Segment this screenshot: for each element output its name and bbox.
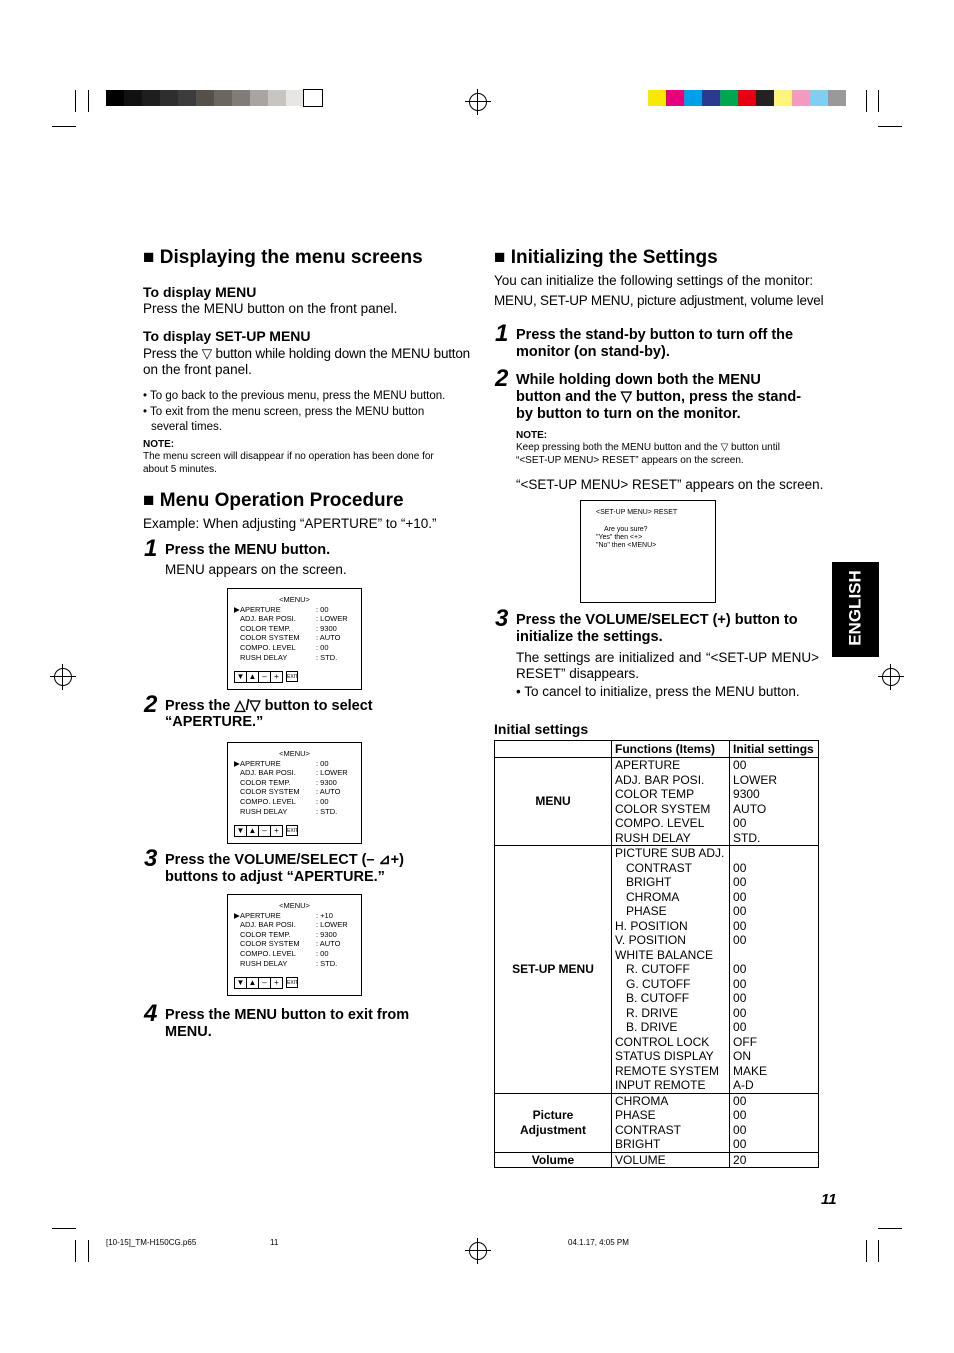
table-values-cell xyxy=(730,758,819,846)
table-group-label: Picture Adjustment xyxy=(495,1093,612,1152)
color-swatch xyxy=(648,90,666,106)
table-value: 00 xyxy=(733,1005,747,1020)
menu-screen-row xyxy=(228,614,361,624)
table-header: Initial settings xyxy=(730,741,819,758)
reset-screen-line: "No" then <MENU> xyxy=(596,542,657,549)
menu-screen-row xyxy=(228,653,361,663)
step-1-text: Press the MENU button. xyxy=(165,542,331,558)
table-function: G. CUTOFF xyxy=(626,976,691,991)
menu-item-label: RUSH DELAY xyxy=(240,652,288,662)
table-value: 00 xyxy=(733,976,747,991)
menu-item-label: APERTURE xyxy=(240,604,281,614)
step-number: 3 xyxy=(144,845,158,872)
color-swatch xyxy=(702,90,720,106)
menu-item-label: APERTURE xyxy=(240,758,281,768)
table-value: 00 xyxy=(733,1093,747,1108)
menu-item-label: APERTURE xyxy=(240,910,281,920)
table-row xyxy=(495,758,819,846)
section-title-initializing: ■ Initializing the Settings xyxy=(494,247,718,268)
color-swatch xyxy=(160,90,178,106)
bullet-exit-cont: several times. xyxy=(151,421,222,433)
table-value: 00 xyxy=(733,918,747,933)
to-display-setup-text-2: on the front panel. xyxy=(143,362,252,377)
initial-settings-table xyxy=(494,740,819,1168)
table-function: PHASE xyxy=(615,1108,656,1122)
table-function: BRIGHT xyxy=(615,1137,661,1151)
table-value: 00 xyxy=(733,1122,747,1137)
table-function: PHASE xyxy=(626,904,667,918)
step-number: 2 xyxy=(144,691,158,718)
screen-key-icon: – xyxy=(258,671,271,683)
table-values-cell xyxy=(730,1093,819,1152)
table-row xyxy=(495,1093,819,1152)
color-swatch xyxy=(684,90,702,106)
step-3-text-1: Press the VOLUME/SELECT (– ⊿+) xyxy=(165,852,404,868)
color-swatch xyxy=(666,90,684,106)
menu-screen-row xyxy=(228,930,361,940)
intro-text-1: You can initialize the following settings of the monitor: xyxy=(494,273,814,288)
table-function: INPUT REMOTE xyxy=(615,1078,706,1092)
init-note-text-1: Keep pressing both the MENU button and the ▽ button until xyxy=(516,442,780,453)
menu-item-label: COMPO. LEVEL xyxy=(240,948,296,958)
cursor-icon: ▶ xyxy=(234,758,240,768)
table-functions-cell xyxy=(612,846,730,1094)
table-value: ON xyxy=(733,1049,752,1063)
step-number: 3 xyxy=(495,605,509,632)
table-function: V. POSITION xyxy=(615,933,686,947)
note-heading: NOTE: xyxy=(143,439,175,450)
color-swatch xyxy=(810,90,828,106)
menu-screen-title: <MENU> xyxy=(279,901,310,910)
table-function: R. DRIVE xyxy=(626,1005,679,1020)
init-step-3-desc-2: RESET” disappears. xyxy=(516,666,640,681)
menu-screen xyxy=(227,894,362,996)
menu-item-label: COMPO. LEVEL xyxy=(240,642,296,652)
menu-item-value: : 00 xyxy=(316,796,329,806)
menu-item-value: : AUTO xyxy=(316,939,341,949)
menu-item-value: : LOWER xyxy=(316,920,348,930)
language-tab xyxy=(832,562,879,657)
step-2-text-2: “APERTURE.” xyxy=(165,714,264,730)
menu-screen-row xyxy=(228,787,361,797)
example-text: Example: When adjusting “APERTURE” to “+10.” xyxy=(143,516,437,531)
table-function: COLOR SYSTEM xyxy=(615,801,711,816)
init-note-text-2: “<SET-UP MENU> RESET” appears on the screen. xyxy=(516,455,744,466)
table-function: RUSH DELAY xyxy=(615,830,691,845)
menu-item-label: COLOR SYSTEM xyxy=(240,633,300,643)
init-step-1-text-1: Press the stand-by button to turn off the xyxy=(516,327,794,343)
menu-item-value: : 00 xyxy=(316,604,329,614)
menu-screen-row xyxy=(228,920,361,930)
bullet-exit: • To exit from the menu screen, press the MENU button xyxy=(143,406,425,418)
table-row xyxy=(495,846,819,1094)
table-value: LOWER xyxy=(733,772,778,787)
table-functions-cell xyxy=(612,1152,730,1168)
note-text-1: The menu screen will disappear if no operation has been done for xyxy=(143,451,434,462)
screen-key-icon: – xyxy=(258,977,271,989)
init-step-3-text-1: Press the VOLUME/SELECT (+) button to xyxy=(516,612,798,628)
registration-mark-icon xyxy=(54,668,72,686)
table-function: CONTRAST xyxy=(615,1122,681,1137)
screen-button-row xyxy=(234,825,299,837)
init-step-3-desc-1: The settings are initialized and “<SET-UP MENU> xyxy=(516,650,819,665)
step-3-text-2: buttons to adjust “APERTURE.” xyxy=(165,869,385,885)
menu-screen xyxy=(227,588,362,690)
table-header xyxy=(495,741,612,758)
step-2-text-1: Press the △/▽ button to select xyxy=(165,698,373,714)
menu-screen-row xyxy=(228,949,361,959)
reset-screen xyxy=(580,500,716,603)
menu-item-label: ADJ. BAR POSI. xyxy=(240,920,296,930)
cursor-icon: ▶ xyxy=(234,910,240,920)
bullet-back: • To go back to the previous menu, press the MENU button. xyxy=(143,390,446,402)
to-display-menu-heading: To display MENU xyxy=(143,284,257,300)
color-swatch xyxy=(286,90,304,106)
table-group-label: SET-UP MENU xyxy=(495,846,612,1094)
menu-screen-title: <MENU> xyxy=(279,749,310,758)
menu-item-value: : LOWER xyxy=(316,614,348,624)
menu-item-label: COLOR TEMP. xyxy=(240,777,291,787)
table-value xyxy=(733,948,815,963)
table-value: 00 xyxy=(733,933,747,947)
table-value: MAKE xyxy=(733,1063,768,1078)
registration-mark-icon xyxy=(882,668,900,686)
table-value: 00 xyxy=(733,860,747,875)
table-row xyxy=(495,1152,819,1168)
table-function: BRIGHT xyxy=(626,875,672,889)
table-function: B. DRIVE xyxy=(626,1020,678,1034)
menu-screen-row xyxy=(228,807,361,817)
menu-screen-row xyxy=(228,959,361,969)
menu-screen-row xyxy=(228,633,361,643)
menu-item-value: : 9300 xyxy=(316,777,337,787)
table-value: STD. xyxy=(733,830,761,845)
menu-item-label: COLOR SYSTEM xyxy=(240,787,300,797)
menu-item-value: : STD. xyxy=(316,806,338,816)
screen-key-icon: ▼ xyxy=(234,825,247,837)
screen-button-row xyxy=(234,671,299,683)
color-swatch xyxy=(196,90,214,106)
init-step-1-text-2: monitor (on stand-by). xyxy=(516,344,670,360)
menu-screen-row xyxy=(228,605,361,615)
table-group-label: MENU xyxy=(495,758,612,846)
table-function: APERTURE xyxy=(615,758,681,772)
table-header: Functions (Items) xyxy=(612,741,730,758)
menu-item-label: ADJ. BAR POSI. xyxy=(240,614,296,624)
table-value: 00 xyxy=(733,1137,747,1151)
table-values-cell xyxy=(730,846,819,1094)
table-value: 00 xyxy=(733,1020,747,1034)
init-step-2-text-1: While holding down both the MENU xyxy=(516,372,761,388)
table-function: VOLUME xyxy=(615,1152,666,1167)
step-number: 2 xyxy=(495,365,509,392)
section-title-displaying: ■ Displaying the menu screens xyxy=(143,247,423,268)
menu-screen-row xyxy=(228,911,361,921)
registration-mark-icon xyxy=(469,93,487,111)
color-swatch xyxy=(106,90,124,106)
screen-key-icon: ▲ xyxy=(246,977,259,989)
menu-item-value: : +10 xyxy=(316,910,333,920)
menu-item-label: RUSH DELAY xyxy=(240,806,288,816)
color-swatch xyxy=(720,90,738,106)
note-text-2: about 5 minutes. xyxy=(143,464,217,475)
menu-item-value: : STD. xyxy=(316,652,338,662)
table-value: 00 xyxy=(733,758,747,772)
reset-screen-line: Are you sure? xyxy=(604,526,648,533)
table-function: CHROMA xyxy=(626,889,680,904)
screen-key-icon: + xyxy=(270,825,283,837)
screen-button-row xyxy=(234,977,299,989)
to-display-menu-text: Press the MENU button on the front panel. xyxy=(143,301,398,316)
color-swatch xyxy=(142,90,160,106)
table-function: COLOR TEMP xyxy=(615,787,695,801)
table-value xyxy=(733,846,815,861)
table-function: COMPO. LEVEL xyxy=(615,816,705,830)
screen-key-icon: ▲ xyxy=(246,671,259,683)
step-number: 1 xyxy=(144,535,158,562)
reset-screen-line: "Yes" then <+> xyxy=(596,534,643,541)
step-4-text-1: Press the MENU button to exit from xyxy=(165,1007,410,1023)
menu-screen-row xyxy=(228,624,361,634)
table-function: WHITE BALANCE xyxy=(615,947,714,962)
init-step-2-text-2: button and the ▽ button, press the stand- xyxy=(516,389,802,405)
table-value: 00 xyxy=(733,962,747,976)
table-functions-cell xyxy=(612,758,730,846)
table-function: CONTRAST xyxy=(626,860,692,875)
color-swatch xyxy=(250,90,268,106)
section-title-operation: ■ Menu Operation Procedure xyxy=(143,490,404,511)
menu-item-value: : LOWER xyxy=(316,768,348,778)
table-value: 00 xyxy=(733,991,747,1005)
table-value: 20 xyxy=(733,1152,747,1167)
to-display-setup-text-1: Press the ▽ button while holding down the MENU button xyxy=(143,346,470,361)
menu-screen-row xyxy=(228,759,361,769)
table-value: 00 xyxy=(733,1108,747,1122)
appears-text: “<SET-UP MENU> RESET” appears on the screen. xyxy=(516,477,824,492)
color-swatch xyxy=(214,90,232,106)
table-group-label: Volume xyxy=(495,1152,612,1168)
menu-item-label: RUSH DELAY xyxy=(240,958,288,968)
menu-screen-title: <MENU> xyxy=(279,595,310,604)
registration-mark-icon xyxy=(469,1242,487,1260)
menu-screen-row xyxy=(228,768,361,778)
table-value: OFF xyxy=(733,1034,758,1049)
menu-item-value: : 00 xyxy=(316,758,329,768)
menu-screen xyxy=(227,742,362,844)
step-4-text-2: MENU. xyxy=(165,1024,212,1040)
table-value: 00 xyxy=(733,816,747,830)
menu-screen-row xyxy=(228,797,361,807)
table-functions-cell xyxy=(612,1093,730,1152)
menu-item-label: COLOR SYSTEM xyxy=(240,939,300,949)
menu-screen-row xyxy=(228,778,361,788)
initial-settings-heading: Initial settings xyxy=(494,721,589,737)
color-swatch xyxy=(792,90,810,106)
footer-date: 04.1.17, 4:05 PM xyxy=(568,1238,629,1247)
screen-key-icon: ▼ xyxy=(234,977,247,989)
screen-key-icon: + xyxy=(270,977,283,989)
init-step-2-text-3: by button to turn on the monitor. xyxy=(516,406,741,422)
menu-item-value: : AUTO xyxy=(316,633,341,643)
table-function: ADJ. BAR POSI. xyxy=(615,772,705,787)
table-function: H. POSITION xyxy=(615,918,688,933)
table-function: REMOTE SYSTEM xyxy=(615,1063,720,1078)
color-swatch xyxy=(268,90,286,106)
page-number: 11 xyxy=(821,1191,837,1208)
table-value: 00 xyxy=(733,875,747,889)
table-function: CHROMA xyxy=(615,1093,669,1108)
exit-key-icon: EXIT xyxy=(286,825,298,836)
color-swatch xyxy=(774,90,792,106)
menu-item-label: ADJ. BAR POSI. xyxy=(240,768,296,778)
color-swatch xyxy=(124,90,142,106)
table-value: A-D xyxy=(733,1078,754,1092)
color-swatch xyxy=(738,90,756,106)
menu-item-label: COLOR TEMP. xyxy=(240,623,291,633)
menu-screen-row xyxy=(228,643,361,653)
menu-item-value: : 00 xyxy=(316,948,329,958)
step-number: 1 xyxy=(495,320,509,347)
screen-key-icon: ▼ xyxy=(234,671,247,683)
language-tab-label: ENGLISH xyxy=(845,570,865,646)
exit-key-icon: EXIT xyxy=(286,977,298,988)
menu-item-value: : 9300 xyxy=(316,623,337,633)
exit-key-icon: EXIT xyxy=(286,671,298,682)
init-step-3-text-2: initialize the settings. xyxy=(516,629,663,645)
step-number: 4 xyxy=(144,1000,158,1027)
table-function: STATUS DISPLAY xyxy=(615,1049,714,1063)
table-value: 00 xyxy=(733,904,747,918)
color-swatch xyxy=(828,90,846,106)
menu-item-value: : AUTO xyxy=(316,787,341,797)
color-swatch xyxy=(232,90,250,106)
table-function: PICTURE SUB ADJ. xyxy=(615,846,725,860)
intro-text-2: MENU, SET-UP MENU, picture adjustment, volume level xyxy=(494,293,824,308)
menu-item-value: : 9300 xyxy=(316,929,337,939)
color-swatch xyxy=(756,90,774,106)
table-function: B. CUTOFF xyxy=(626,991,690,1005)
reset-screen-title: <SET-UP MENU> RESET xyxy=(596,509,678,516)
menu-item-value: : STD. xyxy=(316,958,338,968)
to-display-setup-heading: To display SET-UP MENU xyxy=(143,328,311,344)
screen-key-icon: – xyxy=(258,825,271,837)
footer-file: [10-15]_TM-H150CG.p65 xyxy=(106,1238,197,1247)
color-swatch xyxy=(178,90,196,106)
menu-screen-row xyxy=(228,939,361,949)
table-function: CONTROL LOCK xyxy=(615,1034,710,1049)
cursor-icon: ▶ xyxy=(234,604,240,614)
table-function: R. CUTOFF xyxy=(626,962,690,976)
table-value: 9300 xyxy=(733,787,760,801)
screen-key-icon: ▲ xyxy=(246,825,259,837)
menu-item-label: COLOR TEMP. xyxy=(240,929,291,939)
table-value: AUTO xyxy=(733,801,767,816)
menu-item-value: : 00 xyxy=(316,642,329,652)
screen-key-icon: + xyxy=(270,671,283,683)
table-values-cell xyxy=(730,1152,819,1168)
table-value: 00 xyxy=(733,889,747,904)
init-step-3-bullet: • To cancel to initialize, press the MENU button. xyxy=(516,684,800,699)
footer-page: 11 xyxy=(270,1238,279,1247)
init-note-heading: NOTE: xyxy=(516,430,548,441)
color-swatch xyxy=(304,90,322,106)
step-1-subtext: MENU appears on the screen. xyxy=(165,562,347,577)
menu-item-label: COMPO. LEVEL xyxy=(240,796,296,806)
